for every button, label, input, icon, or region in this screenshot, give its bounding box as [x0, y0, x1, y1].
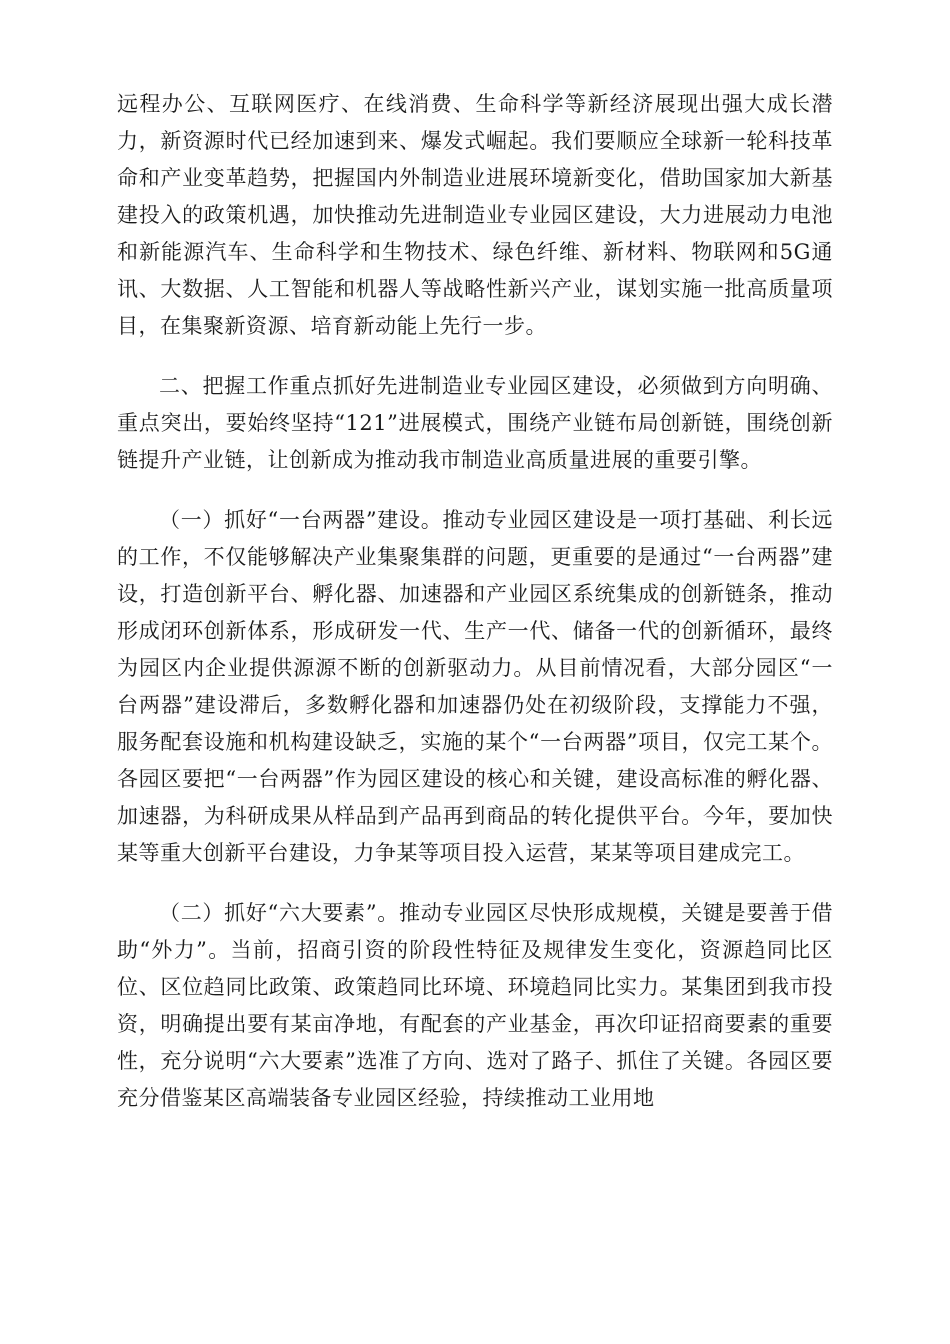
paragraph-gap — [117, 872, 833, 895]
paragraph-gap — [117, 345, 833, 368]
paragraph-1: 远程办公、互联网医疗、在线消费、生命科学等新经济展现出强大成长潜力，新资源时代已经加速到来、爆发式崛起。我们要顺应全球新一轮科技革命和产业变革趋势，把握国内外制造业进展环境新变化，借助国家加大新基建投入的政策机遇，加快推动先进制造业专业园区建设，大力进展动力电池和新能源汽车、生命科学和生物技术、绿色纤维、新材料、物联网和5G通讯、大数据、人工智能和机器人等战略性新兴产业，谋划实施一批高质量项目，在集聚新资源、培育新动能上先行一步。 — [117, 92, 833, 338]
paragraph-2: 二、把握工作重点抓好先进制造业专业园区建设，必须做到方向明确、重点突出，要始终坚持“121”进展模式，围绕产业链布局创新链，围绕创新链提升产业链，让创新成为推动我市制造业高质量进展的重要引擎。 — [117, 374, 833, 472]
paragraph-4: （二）抓好“六大要素”。推动专业园区尽快形成规模，关键是要善于借助“外力”。当前，招商引资的阶段性特征及规律发生变化，资源趋同比区位、区位趋同比政策、政策趋同比环境、环境趋同比实力。某集团到我市投资，明确提出要有某亩净地，有配套的产业基金，再次印证招商要素的重要性，充分说明“六大要素”选准了方向、选对了路子、抓住了关键。各园区要充分借鉴某区高端装备专业园区经验，持续推动工业用地 — [117, 901, 833, 1110]
paragraph-gap — [117, 479, 833, 502]
paragraph-3: （一）抓好“一台两器”建设。推动专业园区建设是一项打基础、利长远的工作，不仅能够解决产业集聚集群的问题，更重要的是通过“一台两器”建设，打造创新平台、孵化器、加速器和产业园区系统集成的创新链条，推动形成闭环创新体系，形成研发一代、生产一代、储备一代的创新循环，最终为园区内企业提供源源不断的创新驱动力。从目前情况看，大部分园区“一台两器”建设滞后，多数孵化器和加速器仍处在初级阶段，支撑能力不强，服务配套设施和机构建设缺乏，实施的某个“一台两器”项目，仅完工某个。各园区要把“一台两器”作为园区建设的核心和关键，建设高标准的孵化器、加速器，为科研成果从样品到产品再到商品的转化提供平台。今年，要加快某等重大创新平台建设，力争某等项目投入运营，某某等项目建成完工。 — [117, 508, 833, 865]
document-page — [117, 86, 833, 1117]
